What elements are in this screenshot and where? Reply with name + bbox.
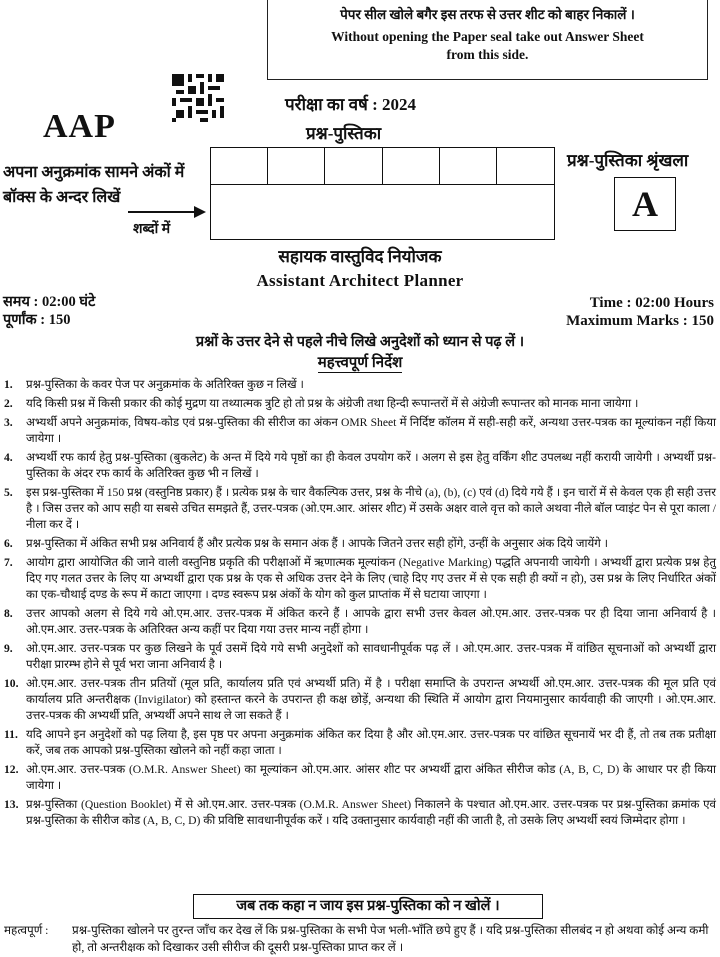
roll-digit-box[interactable]: [211, 148, 268, 184]
barcode-icon: [172, 74, 224, 122]
instruction-item: [4, 536, 716, 552]
instruction-number: 13.: [4, 798, 19, 811]
instruction-number: 10.: [4, 677, 19, 690]
time-english: Time : 02:00 Hours: [589, 295, 714, 311]
read-instruction: प्रश्नों के उत्तर देने से पहले नीचे लिखे अनुदेशों को ध्यान से पढ़ लें ।: [195, 334, 525, 350]
instruction-item: [4, 415, 716, 447]
seal-notice-box: [267, 0, 708, 80]
important-heading: [0, 352, 720, 372]
logo: AAP: [43, 108, 116, 145]
roll-digit-box[interactable]: [440, 148, 497, 184]
seal-notice-hindi: पेपर सील खोले बगैर इस तरफ से उत्तर शीट को बाहर निकालें ।: [340, 7, 635, 22]
words-label: शब्दों में: [133, 222, 171, 237]
time-hindi: समय : 02:00 घंटे: [3, 294, 96, 310]
instruction-item: [4, 396, 716, 412]
instruction-text: प्रश्न-पुस्तिका में अंकित सभी प्रश्न अनिवार्य हैं और प्रत्येक प्रश्न के समान अंक हैं । आपके जितने उत्तर सही होंगे, उन्हीं के अनुसार अंक दिये जायेंगे ।: [26, 537, 609, 550]
important-heading-text: महत्त्वपूर्ण निर्देश: [317, 355, 403, 371]
instruction-item: [4, 641, 716, 673]
roll-digit-box[interactable]: [325, 148, 382, 184]
instruction-number: 6.: [4, 537, 13, 550]
instruction-number: 3.: [4, 416, 13, 429]
roll-instruction-line-1: अपना अनुक्रमांक सामने अंकों में: [3, 164, 185, 181]
marks-hindi: पूर्णांक : 150: [3, 312, 71, 328]
marks-english: Maximum Marks : 150: [566, 313, 714, 329]
instruction-number: 2.: [4, 397, 13, 410]
note-text: प्रश्न-पुस्तिका खोलने पर तुरन्त जाँच कर देख लें कि प्रश्न-पुस्तिका के सभी पेज भली-भाँति छपे हुए हैं । यदि प्रश्न-पुस्तिका सीलबंद न हो अथवा कोई अन्य कमी हो, तो अन्तरीक्षक को दिखाकर उसी सीरीज की दूसरी प्रश्न-पुस्तिका प्राप्त कर लें ।: [72, 923, 709, 954]
instruction-text: यदि आपने इन अनुदेशों को पढ़ लिया है, इस पृष्ठ पर अपना अनुक्रमांक अंकित कर दिया है और ओ.एम.आर. उत्तर-पत्रक पर वांछित सूचनायें भर दी हैं, तो तब तक प्रतीक्षा करें, जब तक आपको प्रश्न-पुस्तिका खोलने को नहीं कहा जाता ।: [26, 728, 716, 757]
instruction-text: आयोग द्वारा आयोजित की जाने वाली वस्तुनिष्ठ प्रकृति की परीक्षाओं में ऋणात्मक मूल्यांकन (Negative Marking) पद्धति अपनायी जायेगी । अभ्यर्थी द्वारा प्रत्येक प्रश्न हेतु दिए गए गलत उत्तर के लिए या अभ्यर्थी द्वारा एक प्रश्न के एक से अधिक उत्तर देने के लिए (चाहे दिए गए उत्तर में से एक सही ही क्यों न हो), उस प्रश्न के लिए निर्धारित अंकों का एक-चौथाई दण्ड के रूप में काटा जाएगा । दण्ड स्वरूप प्रश्न अंकों के योग को कुल प्राप्तांक में से घटाया जाएगा ।: [26, 556, 716, 601]
roll-instruction: [3, 160, 184, 210]
instruction-item: [4, 727, 716, 759]
instruction-number: 9.: [4, 642, 13, 655]
series-label: प्रश्न-पुस्तिका श्रृंखला: [567, 151, 689, 170]
instruction-text: यदि किसी प्रश्न में किसी प्रकार की कोई मुद्रण या तथ्यात्मक त्रुटि हो तो प्रश्न के अंग्रेजी तथा हिन्दी रूपान्तरों में से अंग्रेजी रूपान्तर को मानक माना जायेगा ।: [26, 397, 639, 410]
arrow-right-icon: [128, 205, 206, 219]
instruction-text: ओ.एम.आर. उत्तर-पत्रक (O.M.R. Answer Sheet) का मूल्यांकन ओ.एम.आर. आंसर शीट पर अभ्यर्थी द्वारा अंकित सीरीज कोड (A, B, C, D) के आधार पर ही किया जायेगा ।: [26, 763, 716, 792]
roll-digit-box[interactable]: [383, 148, 440, 184]
instruction-text: अभ्यर्थी अपने अनुक्रमांक, विषय-कोड एवं प्रश्न-पुस्तिका की सीरीज का अंकन OMR Sheet में निर्दिष्ट कॉलम में सही-सही करें, अन्यथा उत्तर-पत्रक का मूल्यांकन नहीं किया जायेगा ।: [26, 416, 716, 445]
roll-in-words-box[interactable]: [210, 184, 555, 240]
instruction-number: 12.: [4, 763, 19, 776]
instruction-item: [4, 676, 716, 724]
instruction-number: 4.: [4, 451, 13, 464]
instruction-item: [4, 797, 716, 829]
instruction-item: [4, 762, 716, 794]
booklet-label: प्रश्न-पुस्तिका: [306, 124, 382, 143]
note-label: महत्वपूर्ण :: [4, 923, 49, 937]
time-marks-english: [566, 294, 714, 330]
roll-digit-box[interactable]: [497, 148, 554, 184]
instruction-item: [4, 485, 716, 533]
instruction-number: 5.: [4, 486, 13, 499]
instruction-item: [4, 606, 716, 638]
do-not-open-box: जब तक कहा न जाय इस प्रश्न-पुस्तिका को न खोलें ।: [193, 894, 543, 919]
instruction-item: [4, 450, 716, 482]
roll-instruction-line-2: बॉक्स के अन्दर लिखें: [3, 189, 121, 206]
instruction-text: इस प्रश्न-पुस्तिका में 150 प्रश्न (वस्तुनिष्ठ प्रकार) हैं । प्रत्येक प्रश्न के चार वैकल्पिक उत्तर, प्रश्न के नीचे (a), (b), (c) एवं (d) दिये गये हैं । इन चारों में से केवल एक ही सही उत्तर है । जिस उत्तर को आप सही या सबसे उचित समझते हैं, उत्तर-पत्रक (ओ.एम.आर. आंसर शीट) में उसके अक्षर वाले वृत्त को काले अथवा नीले बॉल प्वाइंट पेन से पूरा काला /नीला कर दें ।: [26, 486, 716, 531]
instruction-item: [4, 555, 716, 603]
roll-number-boxes[interactable]: [210, 147, 555, 185]
instruction-text: ओ.एम.आर. उत्तर-पत्रक पर कुछ लिखने के पूर्व उसमें दिये गये सभी अनुदेशों को सावधानीपूर्वक पढ़ लें । ओ.एम.आर. उत्तर-पत्रक में वांछित सूचनाओं को अभ्यर्थी द्वारा परीक्षा प्रारम्भ होने से पूर्व भरा जाना अनिवार्य है ।: [26, 642, 716, 671]
seal-notice-english-2: from this side.: [446, 47, 529, 62]
instruction-number: 11.: [4, 728, 18, 741]
instruction-text: अभ्यर्थी रफ कार्य हेतु प्रश्न-पुस्तिका (बुकलेट) के अन्त में दिये गये पृष्ठों का ही केवल उपयोग करें । अलग से इस हेतु वर्किंग शीट उपलब्ध नहीं करायी जायेगी । अभ्यर्थी प्रश्न-पुस्तिका के अंदर रफ कार्य के अतिरिक्त कुछ भी न लिखें ।: [26, 451, 716, 480]
instruction-number: 8.: [4, 607, 13, 620]
instruction-text: प्रश्न-पुस्तिका (Question Booklet) में से ओ.एम.आर. उत्तर-पत्रक (O.M.R. Answer Sheet) निकालने के पश्चात ओ.एम.आर. उत्तर-पत्रक पर प्रश्न-पुस्तिका क्रमांक एवं प्रश्न-पुस्तिका के सीरीज कोड (A, B, C, D) की प्रविष्टि सावधानीपूर्वक करें । यदि उक्तानुसार कार्यवाही नहीं की जाती है, तो उसके लिए अभ्यर्थी स्वयं जिम्मेदार होगा ।: [26, 798, 716, 827]
title-hindi: सहायक वास्तुविद नियोजक: [278, 247, 442, 266]
roll-digit-box[interactable]: [268, 148, 325, 184]
time-marks-hindi: [3, 293, 95, 329]
seal-notice-english-1: Without opening the Paper seal take out Answer Sheet: [331, 29, 644, 44]
instruction-list: [4, 377, 716, 832]
instruction-number: 7.: [4, 556, 13, 569]
instruction-item: [4, 377, 716, 393]
instruction-text: ओ.एम.आर. उत्तर-पत्रक तीन प्रतियों (मूल प्रति, कार्यालय प्रति एवं अभ्यर्थी प्रति) में है । परीक्षा समाप्ति के उपरान्त अभ्यर्थी ओ.एम.आर. उत्तर-पत्रक की मूल प्रति एवं कार्यालय प्रति अन्तरीक्षक (Invigilator) को हस्तान्त करने के उपरान्त ही कक्ष छोड़ें, अन्यथा की स्थिति में आयोग द्वारा नियमानुसार कार्यवाही की जाएगी । ओ.एम.आर. उत्तर-पत्रक की अभ्यर्थी प्रति, अभ्यर्थी अपने साथ ले जा सकते हैं ।: [26, 677, 716, 722]
exam-year: परीक्षा का वर्ष : 2024: [285, 95, 417, 114]
instruction-text: उत्तर आपको अलग से दिये गये ओ.एम.आर. उत्तर-पत्रक में अंकित करने हैं । आपके द्वारा सभी उत्तर केवल ओ.एम.आर. उत्तर-पत्रक पर ही दिया जाना अनिवार्य है । ओ.एम.आर. उत्तर-पत्रक के अतिरिक्त अन्य कहीं पर दिया गया उत्तर मान्य नहीं होगा ।: [26, 607, 716, 636]
title-english: Assistant Architect Planner: [256, 271, 464, 290]
important-note: [4, 922, 716, 956]
instruction-number: 1.: [4, 378, 13, 391]
instruction-text: प्रश्न-पुस्तिका के कवर पेज पर अनुक्रमांक के अतिरिक्त कुछ न लिखें ।: [26, 378, 304, 391]
series-value-box: A: [614, 177, 676, 231]
